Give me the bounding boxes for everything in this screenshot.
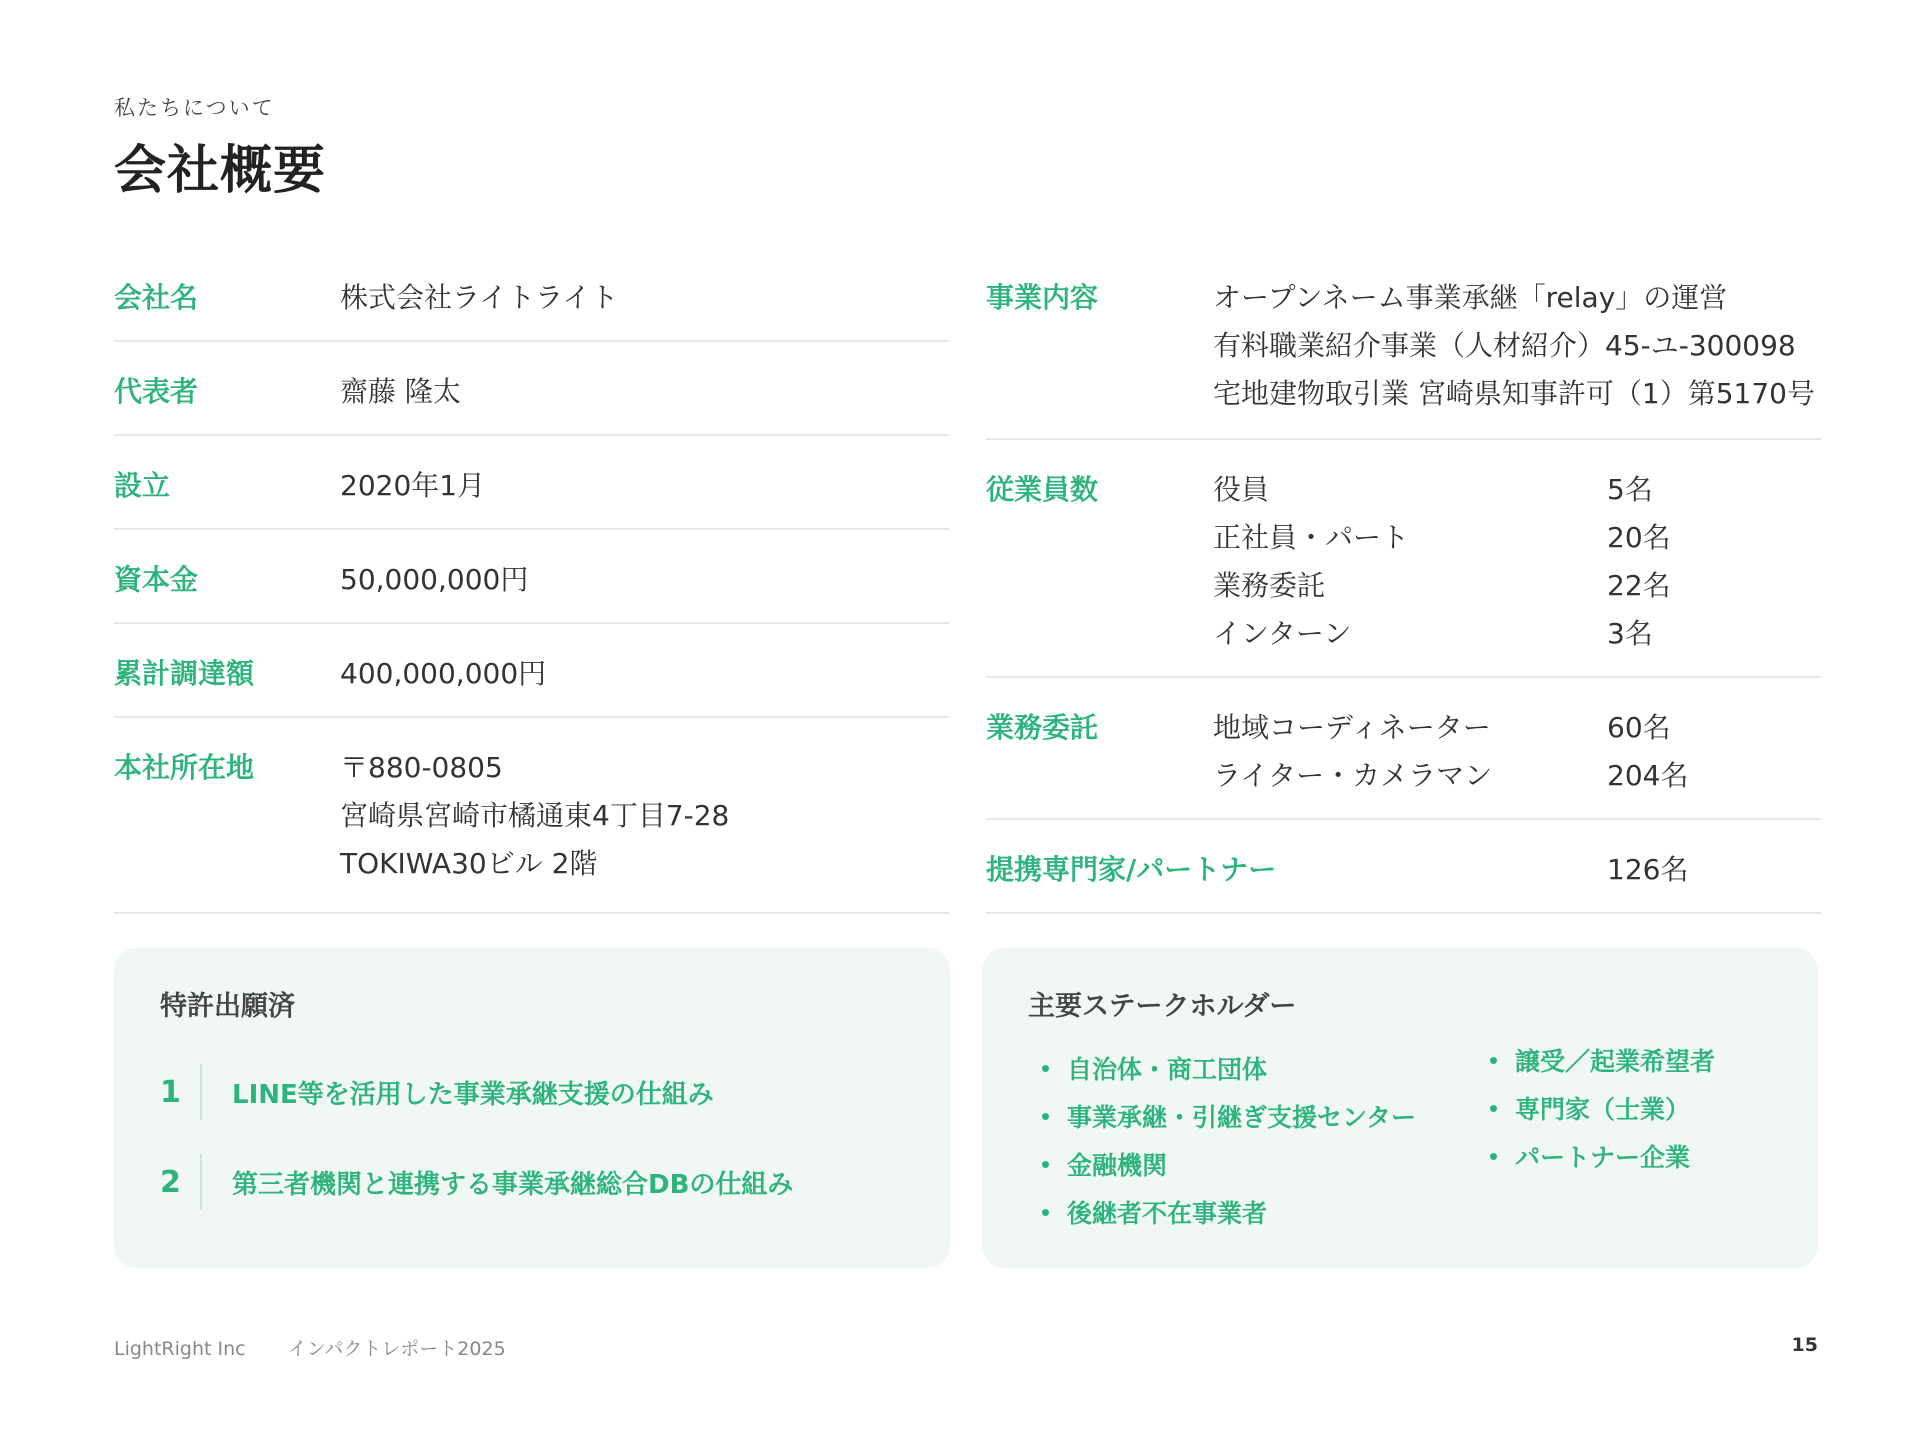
employee-item <box>1213 466 1821 514</box>
stakeholder-label: 専門家（士業） <box>1515 1095 1691 1124</box>
building-line: TOKIWA30ビル 2階 <box>340 847 598 880</box>
row-label: 資本金 <box>114 563 199 596</box>
address-lines <box>340 744 729 912</box>
patent-text: LINE等を活用した事業承継支援の仕組み <box>232 1079 714 1110</box>
stakeholder-label: 自治体・商工団体 <box>1067 1055 1268 1084</box>
employee-count: 5名 <box>1607 473 1653 506</box>
row-label: 提携専門家/パートナー <box>986 853 1277 886</box>
row-value: 400,000,000円 <box>340 657 547 690</box>
patent-card-title: 特許出願済 <box>160 991 295 1022</box>
page-number: 15 <box>1791 1334 1818 1356</box>
contractor-item <box>1213 752 1821 800</box>
footer <box>114 1334 542 1361</box>
founded-row <box>114 436 949 530</box>
company-name-row <box>114 262 949 342</box>
contractors-row <box>986 678 1821 820</box>
patent-divider <box>200 1154 202 1210</box>
bullet-icon <box>1042 1209 1049 1216</box>
row-value: 50,000,000円 <box>340 563 529 596</box>
row-label: 累計調達額 <box>114 657 255 690</box>
business-line: オープンネーム事業承継「relay」の運営 <box>1213 281 1728 314</box>
contractor-type: 地域コーディネーター <box>1213 711 1491 744</box>
business-lines <box>1213 274 1815 438</box>
stakeholder-list-2 <box>1490 1036 1715 1180</box>
stakeholder-item <box>1042 1188 1416 1236</box>
business-line: 有料職業紹介事業（人材紹介）45-ユ-300098 <box>1213 329 1796 362</box>
employee-type: 業務委託 <box>1213 569 1326 602</box>
partners-count: 126名 <box>1607 853 1689 886</box>
employee-item <box>1213 610 1821 658</box>
row-label: 設立 <box>114 469 171 502</box>
bullet-icon <box>1490 1057 1497 1064</box>
page-title: 会社概要 <box>114 141 327 201</box>
employee-item <box>1213 562 1821 610</box>
employee-type: 役員 <box>1213 473 1270 506</box>
employee-count: 22名 <box>1607 569 1671 602</box>
bullet-icon <box>1490 1105 1497 1112</box>
stakeholder-item <box>1042 1044 1416 1092</box>
stakeholder-item <box>1490 1132 1715 1180</box>
business-info-table <box>986 262 1821 914</box>
employee-count: 3名 <box>1607 617 1653 650</box>
bullet-icon <box>1042 1161 1049 1168</box>
stakeholder-label: 金融機関 <box>1067 1151 1168 1180</box>
patent-divider <box>200 1064 202 1120</box>
row-value: 2020年1月 <box>340 469 486 502</box>
employee-list <box>1213 466 1821 676</box>
footer-company: LightRight Inc <box>114 1338 246 1360</box>
capital-row <box>114 530 949 624</box>
business-line: 宅地建物取引業 宮崎県知事許可（1）第5170号 <box>1213 377 1815 410</box>
bullet-icon <box>1042 1113 1049 1120</box>
postal-code: 〒880-0805 <box>340 751 503 784</box>
row-label: 事業内容 <box>986 281 1099 314</box>
stakeholder-item <box>1042 1092 1416 1140</box>
address-line: 宮崎県宮崎市橘通東4丁目7-28 <box>340 799 730 832</box>
stakeholder-item <box>1042 1140 1416 1188</box>
contractor-count: 60名 <box>1607 711 1671 744</box>
partners-row <box>986 820 1821 914</box>
contractor-type: ライター・カメラマン <box>1213 759 1493 792</box>
business-row <box>986 262 1821 440</box>
patent-number: 2 <box>160 1164 181 1200</box>
row-label: 従業員数 <box>986 473 1099 506</box>
stakeholder-card <box>982 948 1818 1268</box>
row-label: 会社名 <box>114 281 199 314</box>
row-label: 本社所在地 <box>114 751 255 784</box>
stakeholder-list-1 <box>1042 1044 1416 1236</box>
contractor-item <box>1213 704 1821 752</box>
stakeholder-label: 事業承継・引継ぎ支援センター <box>1067 1103 1417 1132</box>
contractor-list <box>1213 704 1821 818</box>
employees-row <box>986 440 1821 678</box>
row-label: 代表者 <box>114 375 199 408</box>
stakeholder-item <box>1490 1084 1715 1132</box>
employee-type: インターン <box>1213 617 1352 650</box>
headquarters-row <box>114 718 949 914</box>
footer-report: インパクトレポート2025 <box>287 1338 506 1360</box>
stakeholder-label: パートナー企業 <box>1515 1143 1691 1172</box>
company-info-table <box>114 262 949 914</box>
funding-row <box>114 624 949 718</box>
representative-row <box>114 342 949 436</box>
section-eyebrow: 私たちについて <box>114 96 275 120</box>
stakeholder-card-title: 主要ステークホルダー <box>1028 991 1297 1022</box>
patent-item <box>160 1154 793 1210</box>
stakeholder-label: 譲受／起業希望者 <box>1515 1047 1716 1076</box>
patent-card <box>114 948 950 1268</box>
stakeholder-label: 後継者不在事業者 <box>1067 1199 1268 1228</box>
patent-number: 1 <box>160 1074 181 1110</box>
employee-item <box>1213 514 1821 562</box>
contractor-count: 204名 <box>1607 759 1689 792</box>
patent-item <box>160 1064 714 1120</box>
row-value: 株式会社ライトライト <box>340 281 619 314</box>
row-label: 業務委託 <box>986 711 1099 744</box>
bullet-icon <box>1490 1153 1497 1160</box>
employee-type: 正社員・パート <box>1213 521 1410 554</box>
stakeholder-item <box>1490 1036 1715 1084</box>
employee-count: 20名 <box>1607 521 1671 554</box>
row-value: 齋藤 隆太 <box>340 375 461 408</box>
bullet-icon <box>1042 1065 1049 1072</box>
patent-text: 第三者機関と連携する事業承継総合DBの仕組み <box>232 1169 794 1200</box>
